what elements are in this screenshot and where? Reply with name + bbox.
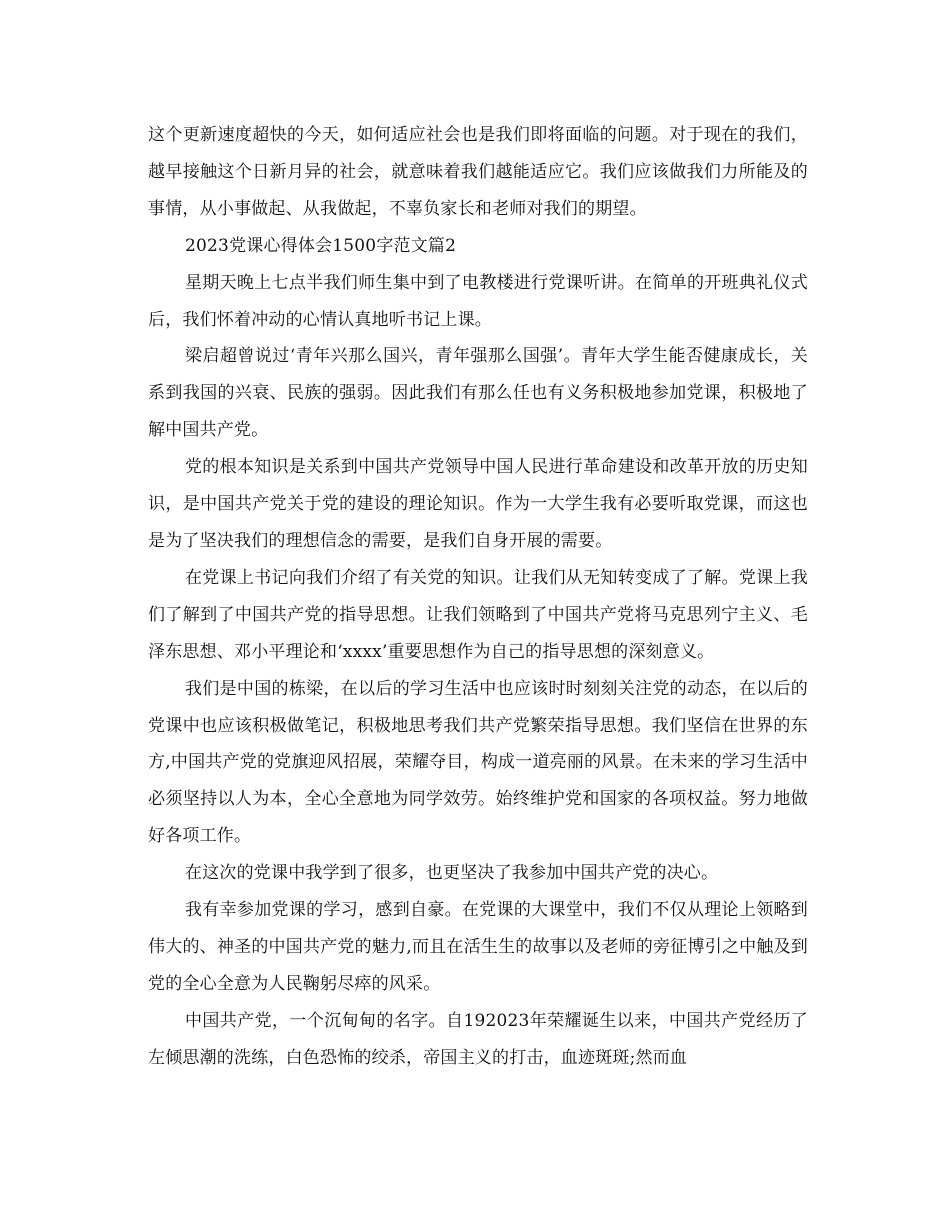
paragraph-4: 梁启超曾说过‘青年兴那么国兴，青年强那么国强’。青年大学生能否健康成长，关系到我国的兴衰、民族的强弱。因此我们有那么任也有义务积极地参加党课，积极地了解中国共产党。: [148, 346, 808, 441]
paragraph-1: 这个更新速度超快的今天，如何适应社会也是我们即将面临的问题。对于现在的我们，越早接触这个日新月异的社会，就意味着我们越能适应它。我们应该做我们力所能及的事情，从小事做起、从我做起，不辜负家长和老师对我们的期望。: [148, 125, 808, 219]
paragraph-10: 中国共产党，一个沉甸甸的名字。自192023年荣耀诞生以来，中国共产党经历了左倾思潮的洗练，白色恐怖的绞杀，帝国主义的打击，血迹斑斑;然而血: [148, 1010, 808, 1068]
paragraph-6: 在党课上书记向我们介绍了有关党的知识。让我们从无知转变成了了解。党课上我们了解到了中国共产党的指导思想。让我们领略到了中国共产党将马克思列宁主义、毛泽东思想、邓小平理论和‘xxxx’重要思想作为自己的指导思想的深刻意义。: [148, 567, 808, 662]
document-page: [148, 117, 808, 1077]
paragraph-8: 在这次的党课中我学到了很多，也更坚决了我参加中国共产党的决心。: [185, 863, 719, 884]
paragraph-9: 我有幸参加党课的学习，感到自豪。在党课的大课堂中，我们不仅从理论上领略到伟大的、神圣的中国共产党的魅力,而且在活生生的故事以及老师的旁征博引之中触及到党的全心全意为人民鞠躬尽瘁的风采。: [148, 900, 808, 994]
paragraph-5: 党的根本知识是关系到中国共产党领导中国人民进行革命建设和改革开放的历史知识，是中国共产党关于党的建设的理论知识。作为一大学生我有必要听取党课，而这也是为了坚决我们的理想信念的需要，是我们自身开展的需要。: [148, 457, 808, 551]
paragraph-7: 我们是中国的栋梁，在以后的学习生活中也应该时时刻刻关注党的动态，在以后的党课中也应该积极做笔记，积极地思考我们共产党繁荣指导思想。我们坚信在世界的东方,中国共产党的党旗迎风招展，荣耀夺目，构成一道亮丽的风景。在未来的学习生活中必须坚持以人为本，全心全意地为同学效劳。始终维护党和国家的各项权益。努力地做好各项工作。: [148, 678, 808, 847]
section-heading: 2023党课心得体会1500字范文篇2: [185, 235, 457, 256]
paragraph-3: 星期天晚上七点半我们师生集中到了电教楼进行党课听讲。在简单的开班典礼仪式后，我们怀着冲动的心情认真地听书记上课。: [148, 272, 808, 330]
